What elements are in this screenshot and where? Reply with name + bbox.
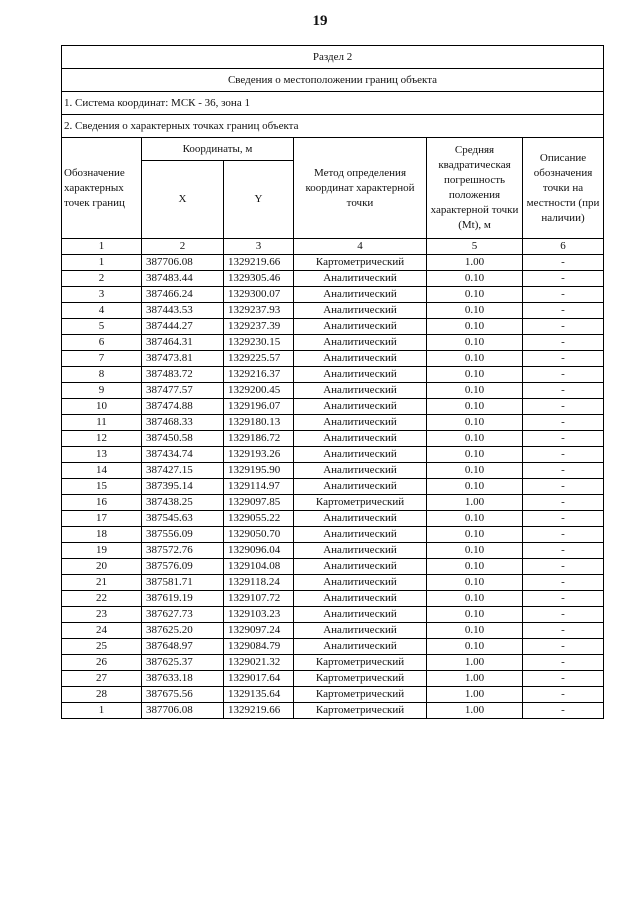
table-row bbox=[62, 527, 604, 543]
point-id: 11 bbox=[62, 415, 142, 431]
point-id: 13 bbox=[62, 447, 142, 463]
header-description: Описание обозначения точки на местности (при наличии) bbox=[523, 138, 604, 239]
error-cell: 0.10 bbox=[427, 511, 523, 527]
coord-x: 387572.76 bbox=[142, 543, 224, 559]
table-row bbox=[62, 351, 604, 367]
coord-y: 1329104.08 bbox=[224, 559, 294, 575]
table-row bbox=[62, 255, 604, 271]
coord-x: 387648.97 bbox=[142, 639, 224, 655]
error-cell: 0.10 bbox=[427, 303, 523, 319]
description-cell: - bbox=[523, 399, 604, 415]
table-row bbox=[62, 559, 604, 575]
coord-y: 1329114.97 bbox=[224, 479, 294, 495]
coord-x: 387625.37 bbox=[142, 655, 224, 671]
coord-y: 1329118.24 bbox=[224, 575, 294, 591]
coord-x: 387545.63 bbox=[142, 511, 224, 527]
table-row bbox=[62, 383, 604, 399]
coord-y: 1329180.13 bbox=[224, 415, 294, 431]
coord-x: 387477.57 bbox=[142, 383, 224, 399]
method-cell: Аналитический bbox=[294, 319, 427, 335]
method-cell: Картометрический bbox=[294, 671, 427, 687]
header-method: Метод определения координат характерной точки bbox=[294, 138, 427, 239]
method-cell: Аналитический bbox=[294, 623, 427, 639]
table-row bbox=[62, 543, 604, 559]
description-cell: - bbox=[523, 415, 604, 431]
coord-x: 387576.09 bbox=[142, 559, 224, 575]
method-cell: Картометрический bbox=[294, 703, 427, 719]
description-cell: - bbox=[523, 511, 604, 527]
table-row bbox=[62, 431, 604, 447]
coord-x: 387483.44 bbox=[142, 271, 224, 287]
point-id: 27 bbox=[62, 671, 142, 687]
column-index: 5 bbox=[427, 239, 523, 255]
header-error: Средняя квадратическая погрешность положения характерной точки (Mt), м bbox=[427, 138, 523, 239]
coord-x: 387627.73 bbox=[142, 607, 224, 623]
description-cell: - bbox=[523, 495, 604, 511]
error-cell: 1.00 bbox=[427, 671, 523, 687]
coord-x: 387466.24 bbox=[142, 287, 224, 303]
point-id: 3 bbox=[62, 287, 142, 303]
method-cell: Аналитический bbox=[294, 399, 427, 415]
column-index: 2 bbox=[142, 239, 224, 255]
table-row bbox=[62, 271, 604, 287]
point-id: 1 bbox=[62, 703, 142, 719]
column-index: 6 bbox=[523, 239, 604, 255]
header-coordinates: Координаты, м bbox=[142, 138, 294, 161]
table-row bbox=[62, 703, 604, 719]
description-cell: - bbox=[523, 607, 604, 623]
method-cell: Аналитический bbox=[294, 559, 427, 575]
error-cell: 0.10 bbox=[427, 367, 523, 383]
coord-y: 1329103.23 bbox=[224, 607, 294, 623]
coord-x: 387450.58 bbox=[142, 431, 224, 447]
points-title: 2. Сведения о характерных точках границ объекта bbox=[62, 115, 604, 138]
description-cell: - bbox=[523, 479, 604, 495]
coord-x: 387474.88 bbox=[142, 399, 224, 415]
description-cell: - bbox=[523, 575, 604, 591]
description-cell: - bbox=[523, 703, 604, 719]
coord-y: 1329186.72 bbox=[224, 431, 294, 447]
method-cell: Аналитический bbox=[294, 607, 427, 623]
coord-x: 387473.81 bbox=[142, 351, 224, 367]
point-id: 9 bbox=[62, 383, 142, 399]
point-id: 12 bbox=[62, 431, 142, 447]
boundary-points-table bbox=[61, 45, 604, 719]
point-id: 21 bbox=[62, 575, 142, 591]
coord-x: 387438.25 bbox=[142, 495, 224, 511]
coord-y: 1329193.26 bbox=[224, 447, 294, 463]
point-id: 10 bbox=[62, 399, 142, 415]
error-cell: 1.00 bbox=[427, 703, 523, 719]
error-cell: 0.10 bbox=[427, 463, 523, 479]
error-cell: 0.10 bbox=[427, 479, 523, 495]
error-cell: 0.10 bbox=[427, 447, 523, 463]
coord-x: 387633.18 bbox=[142, 671, 224, 687]
coord-y: 1329021.32 bbox=[224, 655, 294, 671]
method-cell: Аналитический bbox=[294, 415, 427, 431]
table-row bbox=[62, 319, 604, 335]
description-cell: - bbox=[523, 287, 604, 303]
point-id: 23 bbox=[62, 607, 142, 623]
table-row bbox=[62, 687, 604, 703]
coord-x: 387468.33 bbox=[142, 415, 224, 431]
point-id: 1 bbox=[62, 255, 142, 271]
point-id: 2 bbox=[62, 271, 142, 287]
coord-y: 1329135.64 bbox=[224, 687, 294, 703]
point-id: 14 bbox=[62, 463, 142, 479]
method-cell: Аналитический bbox=[294, 383, 427, 399]
table-row bbox=[62, 287, 604, 303]
description-cell: - bbox=[523, 335, 604, 351]
error-cell: 0.10 bbox=[427, 287, 523, 303]
coord-x: 387556.09 bbox=[142, 527, 224, 543]
method-cell: Аналитический bbox=[294, 463, 427, 479]
description-cell: - bbox=[523, 351, 604, 367]
error-cell: 0.10 bbox=[427, 399, 523, 415]
section-title: Раздел 2 bbox=[62, 46, 604, 69]
description-cell: - bbox=[523, 303, 604, 319]
point-id: 5 bbox=[62, 319, 142, 335]
error-cell: 0.10 bbox=[427, 543, 523, 559]
method-cell: Аналитический bbox=[294, 431, 427, 447]
table-row bbox=[62, 655, 604, 671]
description-cell: - bbox=[523, 271, 604, 287]
method-cell: Аналитический bbox=[294, 351, 427, 367]
table-row bbox=[62, 623, 604, 639]
coord-x: 387427.15 bbox=[142, 463, 224, 479]
method-cell: Аналитический bbox=[294, 335, 427, 351]
method-cell: Картометрический bbox=[294, 687, 427, 703]
header-y: Y bbox=[224, 161, 294, 239]
point-id: 8 bbox=[62, 367, 142, 383]
coord-y: 1329096.04 bbox=[224, 543, 294, 559]
coord-x: 387675.56 bbox=[142, 687, 224, 703]
coord-y: 1329225.57 bbox=[224, 351, 294, 367]
coord-y: 1329200.45 bbox=[224, 383, 294, 399]
description-cell: - bbox=[523, 431, 604, 447]
coord-x: 387434.74 bbox=[142, 447, 224, 463]
point-id: 16 bbox=[62, 495, 142, 511]
point-id: 28 bbox=[62, 687, 142, 703]
point-id: 24 bbox=[62, 623, 142, 639]
coord-y: 1329097.24 bbox=[224, 623, 294, 639]
table-row bbox=[62, 671, 604, 687]
coord-y: 1329097.85 bbox=[224, 495, 294, 511]
coord-y: 1329107.72 bbox=[224, 591, 294, 607]
error-cell: 0.10 bbox=[427, 335, 523, 351]
point-id: 18 bbox=[62, 527, 142, 543]
point-id: 20 bbox=[62, 559, 142, 575]
point-id: 17 bbox=[62, 511, 142, 527]
description-cell: - bbox=[523, 639, 604, 655]
method-cell: Аналитический bbox=[294, 367, 427, 383]
table-row bbox=[62, 447, 604, 463]
point-id: 7 bbox=[62, 351, 142, 367]
column-index-row bbox=[62, 239, 604, 255]
section-subtitle: Сведения о местоположении границ объекта bbox=[62, 69, 604, 92]
header-designation: Обозначение характерных точек границ bbox=[62, 138, 142, 239]
coord-y: 1329017.64 bbox=[224, 671, 294, 687]
error-cell: 0.10 bbox=[427, 319, 523, 335]
description-cell: - bbox=[523, 671, 604, 687]
header-x: X bbox=[142, 161, 224, 239]
error-cell: 1.00 bbox=[427, 687, 523, 703]
page-number: 19 bbox=[312, 13, 328, 29]
coord-y: 1329055.22 bbox=[224, 511, 294, 527]
coord-x: 387706.08 bbox=[142, 703, 224, 719]
point-id: 4 bbox=[62, 303, 142, 319]
table-row bbox=[62, 575, 604, 591]
description-cell: - bbox=[523, 655, 604, 671]
point-id: 22 bbox=[62, 591, 142, 607]
method-cell: Картометрический bbox=[294, 655, 427, 671]
error-cell: 0.10 bbox=[427, 575, 523, 591]
method-cell: Картометрический bbox=[294, 255, 427, 271]
coord-x: 387395.14 bbox=[142, 479, 224, 495]
coord-y: 1329195.90 bbox=[224, 463, 294, 479]
description-cell: - bbox=[523, 367, 604, 383]
description-cell: - bbox=[523, 687, 604, 703]
description-cell: - bbox=[523, 255, 604, 271]
table-row bbox=[62, 495, 604, 511]
coord-x: 387706.08 bbox=[142, 255, 224, 271]
description-cell: - bbox=[523, 527, 604, 543]
error-cell: 0.10 bbox=[427, 431, 523, 447]
point-id: 15 bbox=[62, 479, 142, 495]
coord-x: 387443.53 bbox=[142, 303, 224, 319]
coord-x: 387464.31 bbox=[142, 335, 224, 351]
table-row bbox=[62, 399, 604, 415]
coord-y: 1329084.79 bbox=[224, 639, 294, 655]
coord-y: 1329196.07 bbox=[224, 399, 294, 415]
error-cell: 0.10 bbox=[427, 607, 523, 623]
method-cell: Аналитический bbox=[294, 543, 427, 559]
table-row bbox=[62, 335, 604, 351]
point-id: 25 bbox=[62, 639, 142, 655]
table-row bbox=[62, 511, 604, 527]
method-cell: Аналитический bbox=[294, 271, 427, 287]
coord-y: 1329300.07 bbox=[224, 287, 294, 303]
description-cell: - bbox=[523, 559, 604, 575]
error-cell: 0.10 bbox=[427, 383, 523, 399]
error-cell: 0.10 bbox=[427, 591, 523, 607]
coord-x: 387483.72 bbox=[142, 367, 224, 383]
coord-y: 1329050.70 bbox=[224, 527, 294, 543]
coord-y: 1329237.93 bbox=[224, 303, 294, 319]
error-cell: 1.00 bbox=[427, 495, 523, 511]
error-cell: 1.00 bbox=[427, 655, 523, 671]
description-cell: - bbox=[523, 623, 604, 639]
method-cell: Аналитический bbox=[294, 447, 427, 463]
method-cell: Картометрический bbox=[294, 495, 427, 511]
coord-y: 1329230.15 bbox=[224, 335, 294, 351]
description-cell: - bbox=[523, 463, 604, 479]
coord-x: 387625.20 bbox=[142, 623, 224, 639]
description-cell: - bbox=[523, 543, 604, 559]
table-row bbox=[62, 463, 604, 479]
table-row bbox=[62, 639, 604, 655]
description-cell: - bbox=[523, 383, 604, 399]
error-cell: 0.10 bbox=[427, 527, 523, 543]
method-cell: Аналитический bbox=[294, 591, 427, 607]
coordinate-system: 1. Система координат: МСК - 36, зона 1 bbox=[62, 92, 604, 115]
error-cell: 1.00 bbox=[427, 255, 523, 271]
coord-x: 387619.19 bbox=[142, 591, 224, 607]
point-id: 26 bbox=[62, 655, 142, 671]
method-cell: Аналитический bbox=[294, 479, 427, 495]
coord-y: 1329237.39 bbox=[224, 319, 294, 335]
point-id: 6 bbox=[62, 335, 142, 351]
table-row bbox=[62, 415, 604, 431]
description-cell: - bbox=[523, 591, 604, 607]
error-cell: 0.10 bbox=[427, 271, 523, 287]
point-id: 19 bbox=[62, 543, 142, 559]
table-row bbox=[62, 367, 604, 383]
column-index: 3 bbox=[224, 239, 294, 255]
method-cell: Аналитический bbox=[294, 511, 427, 527]
description-cell: - bbox=[523, 319, 604, 335]
method-cell: Аналитический bbox=[294, 527, 427, 543]
coord-y: 1329305.46 bbox=[224, 271, 294, 287]
method-cell: Аналитический bbox=[294, 575, 427, 591]
coord-y: 1329219.66 bbox=[224, 255, 294, 271]
description-cell: - bbox=[523, 447, 604, 463]
column-index: 1 bbox=[62, 239, 142, 255]
coord-x: 387581.71 bbox=[142, 575, 224, 591]
error-cell: 0.10 bbox=[427, 351, 523, 367]
table-row bbox=[62, 607, 604, 623]
error-cell: 0.10 bbox=[427, 559, 523, 575]
error-cell: 0.10 bbox=[427, 623, 523, 639]
coord-y: 1329216.37 bbox=[224, 367, 294, 383]
table-row bbox=[62, 479, 604, 495]
coord-y: 1329219.66 bbox=[224, 703, 294, 719]
column-index: 4 bbox=[294, 239, 427, 255]
error-cell: 0.10 bbox=[427, 415, 523, 431]
coord-x: 387444.27 bbox=[142, 319, 224, 335]
method-cell: Аналитический bbox=[294, 639, 427, 655]
method-cell: Аналитический bbox=[294, 303, 427, 319]
method-cell: Аналитический bbox=[294, 287, 427, 303]
error-cell: 0.10 bbox=[427, 639, 523, 655]
table-row bbox=[62, 591, 604, 607]
table-row bbox=[62, 303, 604, 319]
